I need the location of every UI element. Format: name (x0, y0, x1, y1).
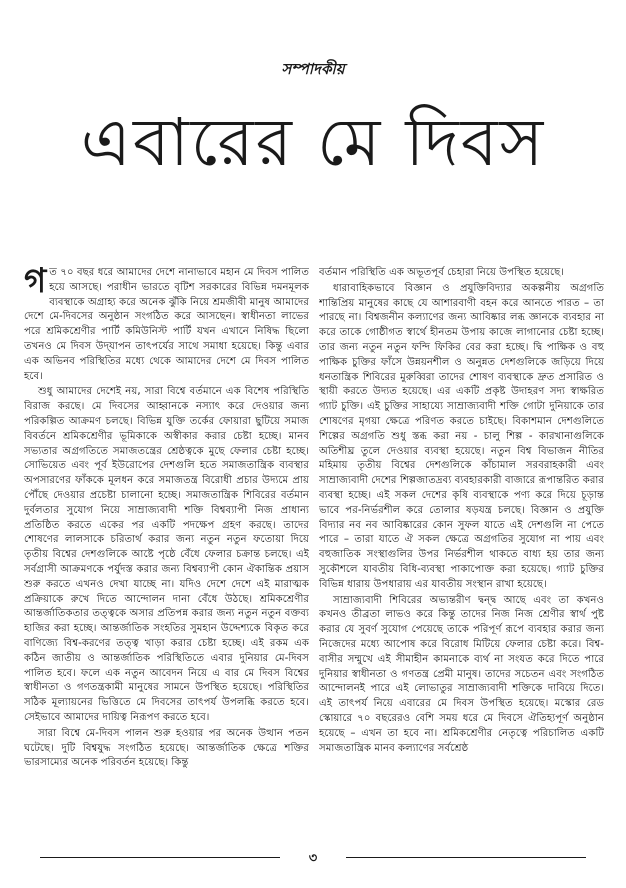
drop-cap: গ (24, 266, 47, 301)
article-column-left (24, 266, 309, 836)
article-paragraph: গত ৭০ বছর ধরে আমাদের দেশে নানাভাবে মহান মে দিবস পালিত হয়ে আসছে। পরাধীন ভারতে বৃটিশ সরকারের বিভিন্ন দমনমূলক ব্যবস্থাকে অগ্রাহ্য করে অনেক ঝুঁকি নিয়ে শ্রমজীবী মানুষ আমাদের দেশে মে-দিবসের অনুষ্ঠান সংগঠিত করে আসছেন। স্বাধীনতা লাভের পরে শ্রমিকশ্রেণীর পার্টি কমিউনিস্ট পার্টি যখন এখানে নিষিদ্ধ ছিলো তখনও মে দিবস উদ্‌যাপন তাৎপর্যের সাথে সমাধা হয়েছে। কিন্তু এবার এক অভিনব পরিস্থিতির মধ্যে থেকে আমাদের দেশে মে দিবস পালিত হবে। (24, 266, 309, 382)
article-paragraph: সারা বিশ্বে মে-দিবস পালন শুরু হওয়ার পর অনেক উত্থান পতন ঘটেছে। দুটি বিশ্বযুদ্ধ সংগঠিত হয়েছে। আন্তর্জাতিক ক্ষেত্রে শক্তির ভারসাম্যের অনেক পরিবর্তন হয়েছে। কিন্তু (24, 727, 309, 769)
page-footer (0, 850, 626, 864)
article-column-right (319, 266, 604, 836)
article-paragraph: শুধু আমাদের দেশেই নয়, সারা বিশ্বে বর্তমানে এক বিশেষ পরিস্থিতি বিরাজ করছে। মে দিবসের আহ্বানকে নস্যাৎ করে দেওয়ার জন্য পরিকল্পিত আক্রমণ চলছে। বিভিন্ন যুক্তি তর্কের ফোয়ারা ছুটিয়ে সমাজ বিবর্তনে শ্রমিকশ্রেণীর ভূমিকাকে অস্বীকার করার চেষ্টা হচ্ছে। মানব সভ্যতার অগ্রগতিতে সমাজতন্ত্রের শ্রেষ্ঠত্বকে মুছে ফেলার চেষ্টা হচ্ছে। সোভিয়েত এবং পূর্ব ইউরোপের দেশগুলি হতে সমাজতান্ত্রিক ব্যবস্থার অপসারণের ফাঁককে মূলধন করে সমাজতন্ত্র বিরোধী প্রচার উদ্যমে প্রায় পৌঁছে দেওয়ার প্রচেষ্টা চালানো হচ্ছে। সমাজতান্ত্রিক শিবিরের বর্তমান দুর্বলতার সুযোগ নিয়ে সাম্রাজ্যবাদী শক্তি বিশ্বব্যাপী নিজ প্রাধান্য প্রতিষ্ঠিত করতে একের পর একটি পদক্ষেপ গ্রহণ করছে। তাদের শোষণের লালসাকে চরিতার্থ করার জন্য নতুন নতুন ফতোয়া দিয়ে তৃতীয় বিশ্বের দেশগুলিকে আষ্টে পৃষ্ঠে বেঁধে ফেলার চক্রান্ত চলছে। এই সর্বগ্রাসী আক্রমণকে পর্যুদস্ত করার জন্য বিশ্বব্যাপী কোন ঐকান্তিক প্রয়াস শুরু করতে এখনও দেখা যাচ্ছে না। যদিও দেশে দেশে এই মারাত্মক প্রক্রিয়াকে রুখে দিতে আন্দোলন দানা বেঁধে উঠছে। শ্রমিকশ্রেণীর আন্তর্জাতিকতার তত্ত্বকে অসার প্রতিপন্ন করার জন্য নতুন নতুন বক্তব্য হাজির করা হচ্ছে। আন্তর্জাতিক সংহতির সুমহান উদ্দেশ্যকে বিকৃত করে বাণিজ্যে বিশ্ব-করণের তত্ত্ব খাড়া করার চেষ্টা হচ্ছে। এই রকম এক কঠিন জাতীয় ও আন্তর্জাতিক পরিস্থিতিতে এবার দুনিয়ার মে-দিবস পালিত হবে। ফলে এক নতুন আবেদন নিয়ে এ বার মে দিবস বিশ্বের স্বাধীনতা ও গণতন্ত্রকামী মানুষের সামনে উপস্থিত হয়েছে। পরিস্থিতির সঠিক মূল্যায়নের ভিত্তিতে মে দিবসের তাৎপর্য উপলব্ধি করতে হবে। সেইভাবে আমাদের দায়িত্ব নিরূপণ করতে হবে। (24, 386, 309, 723)
footer-rule-left (40, 857, 280, 858)
footer-rule-right (346, 857, 586, 858)
page-number: ৩ (308, 851, 318, 866)
page-title: এবারের মে দিবস (80, 104, 546, 181)
article-paragraph: বর্তমান পরিস্থিতি এক অভূতপূর্ব চেহারা নিয়ে উপস্থিত হয়েছে। (319, 267, 564, 278)
editorial-kicker: সম্পাদকীয় (281, 60, 345, 78)
article-paragraph: সাম্রাজ্যবাদী শিবিরের অভ্যন্তরীণ দ্বন্দ্ব আছে এবং তা কখনও কখনও তীব্রতা লাভও করে কিন্তু তাদের নিজ নিজ শ্রেণীর স্বার্থ পুষ্ট করার যে সুবর্ণ সুযোগ পেয়েছে তাকে পরিপূর্ণ রূপে ব্যবহার করার জন্য নিজেদের মধ্যে আপোষ করে বিরোধ মিটিয়ে ফেলার চেষ্টা করে। বিশ্ব-বাসীর সম্মুখে এই সীমাহীন কামনাকে ব্যর্থ না সংযত করে দিতে পারে দুনিয়ার স্বাধীনতা ও গণতন্ত্র প্রেমী মানুষ। তাদের সচেতন এবং সংগঠিত আন্দোলনই পারে এই লোভাতুর সাম্রাজ্যবাদী শক্তিকে দাবিয়ে দিতে। এই তাৎপর্য নিয়ে এবারের মে দিবস উপস্থিত হয়েছে। মস্কোর রেড স্কোয়ারে ৭০ বছরেরও বেশি সময় ধরে মে দিবসে ঐতিহ্যপূর্ণ অনুষ্ঠান হয়েছে – এখন তা হবে না। শ্রমিকশ্রেণীর নেতৃত্বে পরিচালিত একটি সমাজতান্ত্রিক মানব কল্যাণের সর্বশ্রেষ্ঠ (319, 594, 604, 754)
article-paragraph: ধারাবাহিকভাবে বিজ্ঞান ও প্রযুক্তিবিদ্যার অকল্পনীয় অগ্রগতি শান্তিপ্রিয় মানুষের কাছে যে আশারবাণী বহন করে আনতে পারত – তা পারছে না। বিশ্বজনীন কল্যাণের জন্য আবিষ্কার লব্ধ জ্ঞানকে ব্যবহার না করে তাকে গোষ্ঠীগত স্বার্থে হীনতম উপায় কাজে লাগানোর চেষ্টা হচ্ছে। তার জন্য নতুন নতুন ফন্দি ফিকির বের করা হচ্ছে। দ্বি পাক্ষিক ও বহু পাক্ষিক চুক্তির ফাঁসে উন্নয়নশীল ও অনুন্নত দেশগুলিকে জড়িয়ে দিয়ে ধনতান্ত্রিক শিবিরের মুরুব্বিরা তাদের শোষণ ব্যবস্থাকে দ্রুত প্রসারিত ও স্থায়ী করতে উদ্যত হয়েছে। এর একটি প্রকৃষ্ট উদাহরণ সদ্য স্বাক্ষরিত গ্যাট চুক্তি। এই চুক্তির সাহায্যে সাম্রাজ্যবাদী শক্তি গোটা দুনিয়াকে তার শোষণের মৃগয়া ক্ষেত্রে পরিণত করতে চাইছে। বিকাশমান দেশগুলিতে শিল্পের অগ্রগতি শুধু স্তব্ধ করা নয় - চালু শিল্প - কারখানাগুলিকে অতিশীঘ্র তুলে দেওয়ার ব্যবস্থা হয়েছে। নতুন বিশ্ব বিভাজন নীতির মহিমায় তৃতীয় বিশ্বের দেশগুলিকে কাঁচামাল সরবরাহকারী এবং সাম্রাজ্যবাদী দেশের শিল্পজাতদ্রব্য ব্যবহারকারী বাজারে রূপান্তরিত করার ব্যবস্থা হচ্ছে। এই সকল দেশের কৃষি ব্যবস্থাকে পণ্য করে দিয়ে চূড়ান্ত ভাবে পর-নির্ভরশীল করে তোলার ষড়যন্ত্র চলছে। বিজ্ঞান ও প্রযুক্তি বিদ্যার নব নব আবিষ্কারের কোন সুফল যাতে এই দেশগুলি না পেতে পারে – তারা যাতে ঐ সকল ক্ষেত্রে অগ্রগতির সুযোগ না পায় এবং বহুজাতিক সংস্থাগুলির উপর নির্ভরশীল থাকতে বাধ্য হয় তার জন্য সুকৌশলে যাবতীয় বিধি-ব্যবস্থা পাকাপোক্ত করা হয়েছে। গ্যাট চুক্তির বিভিন্ন ধারায় উপধারায় এর যাবতীয় সংস্থান রাখা হয়েছে। (319, 282, 604, 590)
